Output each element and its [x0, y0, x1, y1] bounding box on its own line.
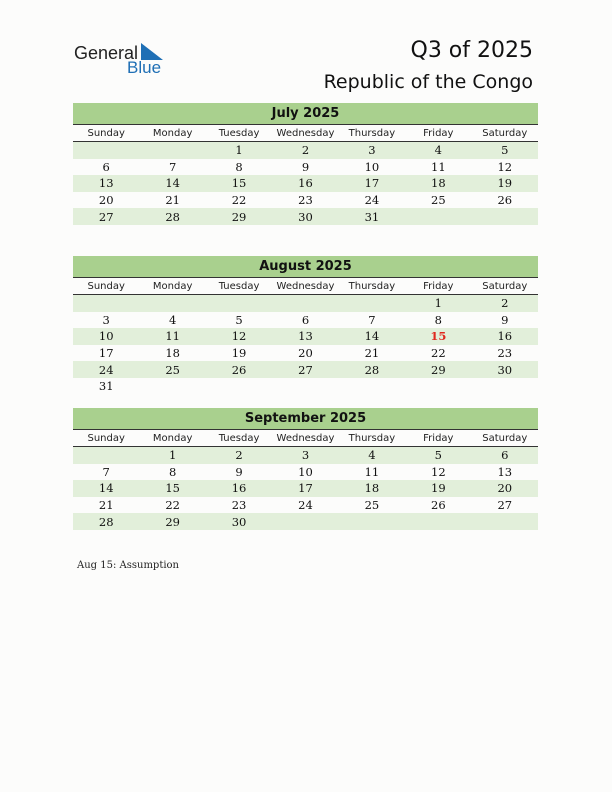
day-cell: 31 [98, 379, 114, 394]
day-cell: 13 [497, 464, 513, 479]
day-cell: 29 [206, 208, 272, 225]
day-cell: 28 [339, 361, 405, 378]
day-cell: 4 [168, 312, 177, 327]
day-cell: 10 [364, 159, 380, 174]
logo [74, 43, 174, 77]
empty-day-cell [405, 513, 471, 530]
day-cell: 11 [139, 328, 205, 345]
calendar-grid [73, 429, 538, 530]
empty-day-cell [139, 295, 205, 312]
week-row [73, 295, 538, 312]
day-cell: 16 [472, 328, 538, 345]
empty-day-cell [206, 295, 272, 312]
day-cell: 18 [165, 346, 180, 361]
day-cell: 26 [206, 361, 272, 378]
day-cell: 14 [339, 328, 405, 345]
holiday-day-cell: 15 [405, 328, 471, 345]
day-cell: 20 [98, 193, 114, 208]
week-row [73, 480, 538, 497]
day-cell: 18 [405, 175, 471, 192]
week-row [73, 447, 538, 464]
day-cell: 3 [272, 447, 338, 464]
empty-day-cell [272, 378, 338, 395]
day-cell: 24 [73, 361, 139, 378]
day-cell: 26 [497, 193, 513, 208]
weekday-header: Wednesday [272, 125, 338, 142]
day-cell: 13 [272, 328, 338, 345]
week-row [73, 345, 538, 362]
day-cell: 8 [235, 159, 243, 174]
day-cell: 23 [497, 346, 513, 361]
week-row [73, 312, 538, 329]
month-september [73, 408, 538, 530]
weekday-header: Monday [139, 125, 205, 142]
weekday-header: Saturday [472, 125, 538, 142]
calendar-grid [73, 124, 538, 225]
calendar-grid [73, 277, 538, 395]
empty-day-cell [472, 378, 538, 395]
day-cell: 25 [139, 361, 205, 378]
week-row [73, 175, 538, 192]
day-cell: 12 [206, 328, 272, 345]
page-subtitle: Republic of the Congo [323, 71, 533, 93]
empty-day-cell [339, 295, 405, 312]
day-cell: 9 [235, 464, 243, 479]
day-cell: 9 [501, 312, 509, 327]
day-cell: 1 [405, 295, 471, 312]
empty-day-cell [206, 378, 272, 395]
day-cell: 23 [298, 193, 313, 208]
day-cell: 11 [364, 464, 380, 479]
week-row [73, 328, 538, 345]
day-cell: 9 [301, 159, 310, 174]
day-cell: 15 [206, 175, 272, 192]
weekday-header: Friday [405, 430, 471, 447]
day-cell: 6 [102, 159, 110, 174]
weekday-header: Sunday [73, 278, 139, 295]
day-cell: 24 [298, 498, 313, 513]
weekday-header: Sunday [73, 430, 139, 447]
day-cell: 10 [73, 328, 139, 345]
day-cell: 22 [231, 193, 247, 208]
day-cell: 16 [206, 480, 272, 497]
day-cell: 7 [368, 312, 376, 327]
weekday-header: Thursday [339, 278, 405, 295]
day-cell: 5 [235, 312, 243, 327]
day-cell: 6 [472, 447, 538, 464]
weekday-header: Thursday [339, 125, 405, 142]
week-row [73, 159, 538, 176]
week-row [73, 497, 538, 514]
day-cell: 2 [472, 295, 538, 312]
day-cell: 17 [339, 175, 405, 192]
day-cell: 17 [272, 480, 338, 497]
day-cell: 26 [431, 498, 446, 513]
day-cell: 22 [431, 346, 446, 361]
day-cell: 11 [431, 159, 446, 174]
day-cell: 25 [431, 193, 446, 208]
empty-day-cell [472, 513, 538, 530]
day-cell: 27 [73, 208, 139, 225]
empty-day-cell [139, 378, 205, 395]
empty-day-cell [73, 447, 139, 464]
empty-day-cell [339, 513, 405, 530]
day-cell: 7 [168, 159, 177, 174]
day-cell: 5 [405, 447, 471, 464]
week-row [73, 378, 538, 395]
day-cell: 1 [206, 142, 272, 159]
day-cell: 12 [497, 159, 513, 174]
holiday-note: Aug 15: Assumption [77, 560, 180, 571]
day-cell: 4 [405, 142, 471, 159]
day-cell: 21 [165, 193, 180, 208]
empty-day-cell [73, 295, 139, 312]
month-july [73, 103, 538, 225]
week-row [73, 513, 538, 530]
day-cell: 29 [139, 513, 205, 530]
week-row [73, 464, 538, 481]
month-title: August 2025 [73, 256, 538, 277]
day-cell: 23 [231, 498, 247, 513]
day-cell: 1 [139, 447, 205, 464]
day-cell: 18 [339, 480, 405, 497]
day-cell: 13 [73, 175, 139, 192]
holiday-notes [77, 560, 179, 571]
weekday-header: Monday [139, 278, 205, 295]
weekday-header: Saturday [472, 430, 538, 447]
day-cell: 10 [298, 464, 313, 479]
day-cell: 28 [73, 513, 139, 530]
day-cell: 25 [364, 498, 380, 513]
empty-day-cell [405, 378, 471, 395]
day-cell: 22 [165, 498, 180, 513]
weekday-header: Tuesday [206, 278, 272, 295]
month-title: September 2025 [73, 408, 538, 429]
weekday-header: Sunday [73, 125, 139, 142]
weekday-header: Friday [405, 125, 471, 142]
empty-day-cell [472, 208, 538, 225]
day-cell: 16 [272, 175, 338, 192]
empty-day-cell [139, 142, 205, 159]
day-cell: 14 [73, 480, 139, 497]
day-cell: 20 [298, 346, 313, 361]
day-cell: 20 [472, 480, 538, 497]
weekday-header: Saturday [472, 278, 538, 295]
weekday-header: Tuesday [206, 430, 272, 447]
day-cell: 17 [98, 346, 114, 361]
day-cell: 2 [272, 142, 338, 159]
day-cell: 21 [98, 498, 114, 513]
day-cell: 8 [168, 464, 177, 479]
day-cell: 19 [405, 480, 471, 497]
day-cell: 27 [497, 498, 513, 513]
page-title: Q3 of 2025 [410, 38, 533, 63]
day-cell: 8 [434, 312, 442, 327]
weekday-header: Monday [139, 430, 205, 447]
week-row [73, 142, 538, 159]
month-august [73, 256, 538, 395]
day-cell: 3 [102, 312, 110, 327]
day-cell: 29 [405, 361, 471, 378]
empty-day-cell [339, 378, 405, 395]
day-cell: 7 [102, 464, 110, 479]
day-cell: 15 [139, 480, 205, 497]
logo-word-blue: Blue [127, 58, 162, 77]
weekday-header: Wednesday [272, 430, 338, 447]
week-row [73, 361, 538, 378]
day-cell: 24 [364, 193, 380, 208]
day-cell: 4 [339, 447, 405, 464]
day-cell: 3 [339, 142, 405, 159]
empty-day-cell [405, 208, 471, 225]
day-cell: 31 [339, 208, 405, 225]
day-cell: 19 [231, 346, 247, 361]
day-cell: 27 [272, 361, 338, 378]
weekday-header: Tuesday [206, 125, 272, 142]
weekday-header: Thursday [339, 430, 405, 447]
day-cell: 19 [472, 175, 538, 192]
day-cell: 2 [206, 447, 272, 464]
week-row [73, 208, 538, 225]
month-title: July 2025 [73, 103, 538, 124]
weekday-header: Wednesday [272, 278, 338, 295]
logo-word-general: General [74, 43, 139, 63]
day-cell: 30 [272, 208, 338, 225]
day-cell: 6 [301, 312, 310, 327]
day-cell: 14 [139, 175, 205, 192]
week-row [73, 192, 538, 209]
day-cell: 21 [364, 346, 380, 361]
day-cell: 30 [472, 361, 538, 378]
day-cell: 5 [472, 142, 538, 159]
empty-day-cell [73, 142, 139, 159]
empty-day-cell [272, 295, 338, 312]
day-cell: 12 [431, 464, 446, 479]
empty-day-cell [272, 513, 338, 530]
day-cell: 28 [139, 208, 205, 225]
day-cell: 30 [206, 513, 272, 530]
weekday-header: Friday [405, 278, 471, 295]
